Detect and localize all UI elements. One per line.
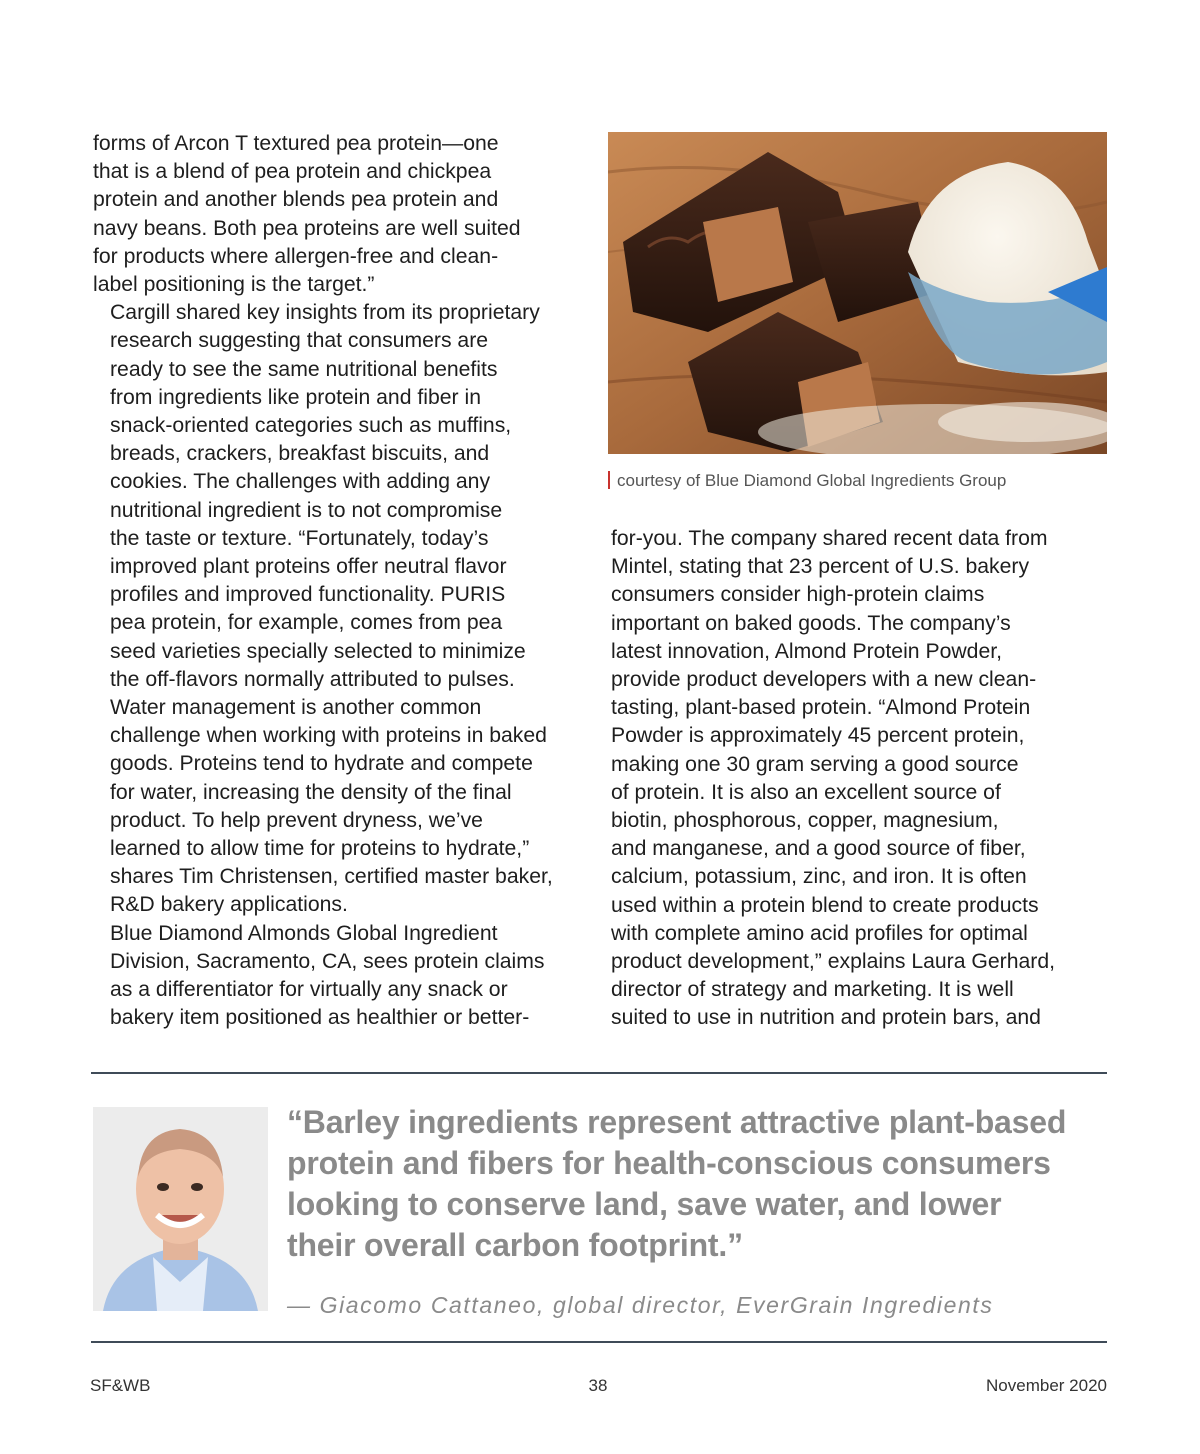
text-line: Cargill shared key insights from its proprietary: [110, 301, 540, 325]
text-line: from ingredients like protein and fiber in: [110, 385, 481, 409]
text-line: latest innovation, Almond Protein Powder,: [611, 639, 1003, 663]
text-line: breads, crackers, breakfast biscuits, and: [110, 442, 490, 466]
text-line: label positioning is the target.”: [93, 273, 375, 297]
text-line: making one 30 gram serving a good source: [611, 752, 1019, 776]
text-line: important on baked goods. The company’s: [611, 611, 1011, 635]
pull-quote-bottom-rule: [91, 1341, 1107, 1343]
text-line: nutritional ingredient is to not compromise: [110, 498, 503, 522]
pull-quote-attribution: — Giacomo Cattaneo, global director, EverGrain Ingredients: [287, 1292, 994, 1318]
text-line: with complete amino acid profiles for optimal: [611, 921, 1028, 945]
article-paragraph: [93, 920, 593, 1033]
protein-bars-powder-photo: [608, 132, 1107, 454]
photo-caption-text: courtesy of Blue Diamond Global Ingredients Group: [617, 471, 1007, 490]
text-line: protein and fibers for health-conscious consumers: [287, 1145, 1051, 1181]
pull-quote-top-rule: [91, 1072, 1107, 1074]
text-line: calcium, potassium, zinc, and iron. It is often: [611, 865, 1027, 889]
text-line: that is a blend of pea protein and chickpea: [93, 160, 492, 184]
text-line: forms of Arcon T textured pea protein—one: [93, 132, 499, 155]
text-line: cookies. The challenges with adding any: [110, 470, 491, 494]
text-line: for products where allergen-free and clean-: [93, 244, 499, 268]
photo-illustration: [608, 132, 1107, 454]
footer-publication: SF&WB: [90, 1376, 151, 1395]
text-line: shares Tim Christensen, certified master baker,: [110, 865, 553, 889]
footer-page-number: 38: [588, 1376, 608, 1395]
text-line: “Barley ingredients represent attractive plant-based: [287, 1104, 1067, 1140]
text-line: Mintel, stating that 23 percent of U.S. bakery: [611, 555, 1030, 579]
text-line: the taste or texture. “Fortunately, today’s: [110, 526, 489, 550]
text-line: Powder is approximately 45 percent protein,: [611, 724, 1025, 748]
text-line: and manganese, and a good source of fiber,: [611, 837, 1026, 861]
text-line: Division, Sacramento, CA, sees protein claims: [110, 949, 545, 973]
text-line: seed varieties specially selected to minimize: [110, 639, 526, 663]
text-line: R&D bakery applications.: [110, 893, 348, 917]
text-line: for water, increasing the density of the final: [110, 780, 512, 804]
text-line: goods. Proteins tend to hydrate and compete: [110, 752, 533, 776]
article-paragraph: [611, 525, 1111, 1033]
text-line: for-you. The company shared recent data from: [611, 527, 1048, 550]
text-line: challenge when working with proteins in baked: [110, 724, 547, 748]
text-line: of protein. It is also an excellent source of: [611, 780, 1001, 804]
text-line: as a differentiator for virtually any snack or: [110, 978, 508, 1002]
text-line: research suggesting that consumers are: [110, 329, 489, 353]
text-line: suited to use in nutrition and protein bars, and: [611, 1006, 1041, 1030]
text-line: consumers consider high-protein claims: [611, 583, 985, 607]
text-line: product development,” explains Laura Gerhard,: [611, 950, 1056, 974]
text-line: looking to conserve land, save water, and lower: [287, 1186, 1002, 1222]
photo-caption: [608, 470, 1108, 492]
article-right-column: [611, 525, 1111, 1033]
text-line: learned to allow time for proteins to hydrate,”: [110, 837, 530, 861]
article-left-column: [93, 130, 593, 1033]
text-line: used within a protein blend to create products: [611, 893, 1039, 917]
text-line: their overall carbon footprint.”: [287, 1227, 743, 1263]
text-line: provide product developers with a new clean-: [611, 668, 1037, 692]
text-line: ready to see the same nutritional benefits: [110, 357, 498, 381]
speaker-portrait: [93, 1107, 268, 1311]
text-line: profiles and improved functionality. PURIS: [110, 583, 506, 607]
text-line: biotin, phosphorous, copper, magnesium,: [611, 809, 999, 833]
text-line: Blue Diamond Almonds Global Ingredient: [110, 921, 498, 945]
text-line: improved plant proteins offer neutral flavor: [110, 555, 507, 579]
text-line: the off-flavors normally attributed to pulses.: [110, 667, 515, 691]
text-line: pea protein, for example, comes from pea: [110, 611, 503, 635]
pull-quote-text: [287, 1102, 1117, 1266]
footer-issue-date: November 2020: [986, 1376, 1107, 1395]
text-line: product. To help prevent dryness, we’ve: [110, 808, 483, 832]
text-line: tasting, plant-based protein. “Almond Protein: [611, 696, 1031, 720]
text-line: protein and another blends pea protein and: [93, 188, 499, 212]
portrait-illustration: [93, 1107, 268, 1311]
text-line: Water management is another common: [110, 696, 482, 720]
text-line: navy beans. Both pea proteins are well suited: [93, 216, 521, 240]
caption-accent-bar: [608, 471, 610, 489]
text-line: snack-oriented categories such as muffins,: [110, 414, 512, 438]
article-paragraph: [93, 299, 593, 919]
text-line: director of strategy and marketing. It is well: [611, 978, 1014, 1002]
article-paragraph: [93, 130, 593, 299]
text-line: bakery item positioned as healthier or better-: [110, 1006, 530, 1030]
